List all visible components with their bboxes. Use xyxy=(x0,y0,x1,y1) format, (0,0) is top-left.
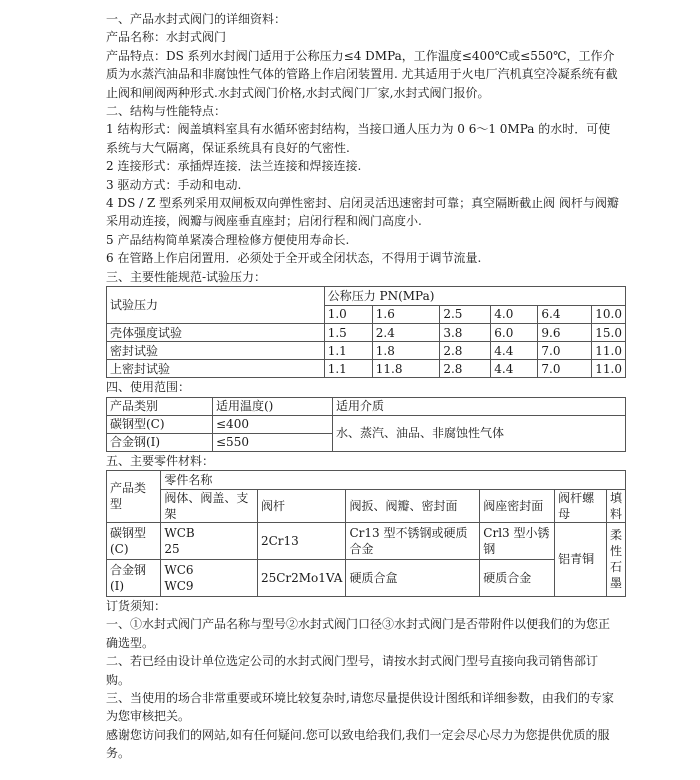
parts-header: 零件名称 xyxy=(161,470,626,489)
cell: 7.0 xyxy=(538,360,592,378)
section-1-heading: 一、产品水封式阀门的详细资料： xyxy=(106,12,287,26)
row-label: 密封试验 xyxy=(107,342,325,360)
usage-range-table xyxy=(106,397,626,452)
product-features-paragraph: 产品特点：DS 系列水封阀门适用于公称压力≤4 DMPa，工作温度≤400℃或≤550℃，工作介质为水蒸汽油品和非腐蚀性气体的管路上作启闭装置用. 尤其适用于火电厂汽机真空冷凝系统有截止阀和闸阀两种形式.水封式阀门价格,水封式阀门厂家,水封式阀门报价。 xyxy=(106,48,618,100)
section-3-heading: 三、主要性能规范-试验压力： xyxy=(106,269,267,284)
cell: 1.1 xyxy=(324,342,372,360)
packing-cell: 柔性石墨 xyxy=(606,522,625,596)
order-note: 一、①水封式阀门产品名称与型号②水封式阀门口径③水封式阀门是否带附件以便我们的为您正确选型。 xyxy=(106,617,611,650)
cell: 15.0 xyxy=(592,324,626,342)
cell: 2.8 xyxy=(440,360,491,378)
medium-cell: 水、蒸汽、油品、非腐蚀性气体 xyxy=(333,415,626,451)
stem-cell: 25Cr2Mo1VA xyxy=(257,559,346,596)
stem-cell: 2Cr13 xyxy=(257,522,346,559)
cell: 9.6 xyxy=(538,324,592,342)
row-label: 壳体强度试验 xyxy=(107,324,325,342)
structure-item: 4 DS / Z 型系列采用双闸板双向弹性密封、启闭灵活迅速密封可靠；真空隔断截止阀 阀杆与阀瓣采用动连接，阀瓣与阀座垂直座封；启闭行程和阀门高度小. xyxy=(106,196,619,229)
header-cell: 产品类别 xyxy=(107,397,213,415)
cell: 7.0 xyxy=(538,342,592,360)
header-cell: 适用温度() xyxy=(213,397,333,415)
header-cell: 适用介质 xyxy=(333,397,626,415)
closing-paragraph: 感谢您访问我们的网站,如有任何疑问.您可以致电给我们,我们一定会尽心尽力为您提供优质的服务。 xyxy=(106,727,610,761)
section-5-heading: 五、主要零件材料： xyxy=(106,453,215,468)
part-column: 阀杆 xyxy=(257,489,346,522)
body-line: WC9 xyxy=(164,578,194,593)
seat-cell: 硬质合金 xyxy=(480,559,555,596)
body-line: 25 xyxy=(164,541,180,556)
structure-item: 6 在管路上作启闭置用．必须处于全开或全闭状态，不得用于调节流量. xyxy=(106,251,482,266)
temp-cell: ≤400 xyxy=(213,415,333,433)
section-4-heading: 四、使用范围： xyxy=(106,380,191,395)
part-column: 阀座密封面 xyxy=(480,489,555,522)
cell: 1.1 xyxy=(324,360,372,378)
cell: 2.4 xyxy=(372,324,440,342)
category-cell: 碳钢型(C) xyxy=(107,415,213,433)
category-cell: 合金钢(I) xyxy=(107,433,213,451)
cell: 1.8 xyxy=(372,342,440,360)
pn-column: 4.0 xyxy=(491,305,538,324)
seat-cell: Crl3 型小锈钢 xyxy=(480,522,555,559)
nut-cell: 铝青铜 xyxy=(555,522,607,596)
structure-item: 5 产品结构简单紧凑合理检修方便使用寿命长. xyxy=(106,232,350,247)
test-pressure-table xyxy=(106,286,626,378)
row-label: 上密封试验 xyxy=(107,360,325,378)
part-column: 阀体、阀盖、支架 xyxy=(161,489,258,522)
pn-column: 6.4 xyxy=(538,305,592,324)
part-column: 填料 xyxy=(606,489,625,522)
part-column: 阀扳、阀瓣、密封面 xyxy=(346,489,480,522)
body-line: WCB xyxy=(164,525,195,540)
pn-column: 2.5 xyxy=(440,305,491,324)
body-line: WC6 xyxy=(164,562,194,577)
table-row xyxy=(107,522,626,559)
body-cell xyxy=(161,559,258,596)
cell: 11.0 xyxy=(592,360,626,378)
order-notes-heading: 订货须知： xyxy=(106,598,167,613)
cell: 2.8 xyxy=(440,342,491,360)
table-row xyxy=(107,360,626,378)
temp-cell: ≤550 xyxy=(213,433,333,451)
body-cell xyxy=(161,522,258,559)
pn-column: 1.0 xyxy=(324,305,372,324)
cell: 3.8 xyxy=(440,324,491,342)
type-header: 产品类型 xyxy=(107,470,161,522)
table-row xyxy=(107,324,626,342)
cell: 1.5 xyxy=(324,324,372,342)
test-pressure-label: 试验压力 xyxy=(107,287,325,324)
cell: 6.0 xyxy=(491,324,538,342)
order-note: 二、若已经由设计单位选定公司的水封式阀门型号，请按水封式阀门型号直接向我司销售部订购。 xyxy=(106,654,599,687)
cell: 4.4 xyxy=(491,342,538,360)
pn-column: 10.0 xyxy=(592,305,626,324)
table-row xyxy=(107,559,626,596)
cell: 11.8 xyxy=(372,360,440,378)
structure-item: 1 结构形式：阀盖填料室具有水循环密封结构，当接口通人压力为 0 6～1 0MPa 的水时．可使系统与大气隔离，保证系统具有良好的气密性. xyxy=(106,122,611,155)
product-name-line: 产品名称：水封式阀门 xyxy=(106,30,227,45)
materials-table xyxy=(106,470,626,597)
cell: 4.4 xyxy=(491,360,538,378)
disc-cell: Cr13 型不锈钢或硬质合金 xyxy=(346,522,480,559)
structure-item: 2 连接形式：承插焊连接．法兰连接和焊接连接. xyxy=(106,159,362,174)
type-cell: 碳钢型(C) xyxy=(107,522,161,559)
part-column: 阀杆螺母 xyxy=(555,489,607,522)
disc-cell: 硬质合盒 xyxy=(346,559,480,596)
order-note: 三、当使用的场合非常重要或环境比较复杂时,请您尽量提供设计图纸和详细参数，由我们的专家为您审核把关。 xyxy=(106,690,614,724)
cell: 11.0 xyxy=(592,342,626,360)
section-2-heading: 二、结构与性能特点： xyxy=(106,104,227,119)
table-row xyxy=(107,342,626,360)
table-row xyxy=(107,415,626,433)
nominal-pressure-header: 公称压力 PN(MPa) xyxy=(324,287,625,306)
structure-item: 3 驱动方式：手动和电动. xyxy=(106,177,242,192)
pn-column: 1.6 xyxy=(372,305,440,324)
type-cell: 合金钢(I) xyxy=(107,559,161,596)
